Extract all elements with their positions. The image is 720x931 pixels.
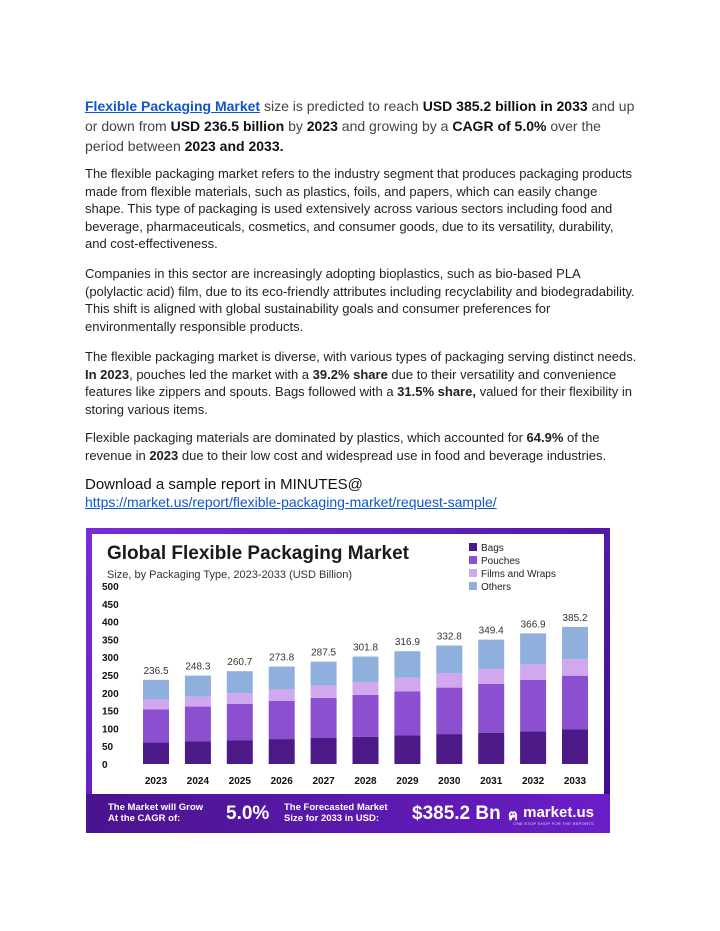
y-tick-label: 300 — [102, 653, 119, 665]
bar-segment-pouches — [353, 695, 379, 737]
forecast-label-line: Size for 2033 in USD: — [284, 813, 380, 824]
bar-total-label: 316.9 — [394, 637, 420, 649]
legend-label: Films and Wraps — [481, 569, 556, 580]
bar-segment-bags — [353, 737, 379, 764]
bar-segment-films-and-wraps — [227, 693, 253, 704]
bar-segment-others — [311, 662, 337, 686]
para4-bold: 39.2% share — [312, 366, 388, 382]
summary-footer — [86, 794, 610, 833]
bioplastics-paragraph: Companies in this sector are increasingly adopting bioplastics, such as bio-based PLA (polylactic acid) film, due to its eco-friendly attributes including recyclability and biodegradability. This shift is aligned with global sustainability goals and consumer preferences for environmentally responsible products. — [85, 266, 635, 334]
intro-bold: USD 385.2 billion in 2033 — [422, 98, 588, 114]
bar-segment-bags — [311, 738, 337, 764]
para5-text: due to their low cost and widespread use in food and beverage industries. — [178, 447, 607, 463]
intro-bold: 2023 — [306, 118, 338, 134]
bar-segment-bags — [562, 729, 588, 764]
bar-segment-pouches — [269, 701, 295, 739]
packaging-types-paragraph — [85, 348, 637, 418]
bar-segment-films-and-wraps — [520, 664, 546, 680]
bar-segment-others — [478, 640, 504, 669]
forecast-label-line: The Forecasted Market — [284, 802, 388, 813]
x-tick-label: 2025 — [228, 776, 251, 787]
bar-segment-pouches — [562, 676, 588, 730]
cagr-label-line: At the CAGR of: — [108, 813, 181, 824]
chart-title: Global Flexible Packaging Market — [107, 543, 409, 564]
bar-segment-pouches — [311, 698, 337, 738]
intro-bold: 2023 and 2033. — [184, 138, 284, 154]
intro-bold: USD 236.5 billion — [170, 118, 285, 134]
y-axis — [102, 582, 119, 771]
para4-bold: In 2023 — [85, 366, 130, 382]
forecast-label — [284, 802, 387, 824]
intro-text: by — [284, 118, 307, 134]
bar-total-label: 248.3 — [185, 661, 211, 673]
market-us-logo-icon: ฅ — [507, 807, 518, 824]
sample-report-link[interactable]: https://market.us/report/flexible-packaging-market/request-sample/ — [85, 494, 497, 510]
chart-panel — [92, 534, 604, 794]
bar-segment-pouches — [436, 688, 462, 734]
y-tick-label: 500 — [102, 582, 119, 593]
intro-bold: CAGR of 5.0% — [452, 118, 547, 134]
bar-total-label: 349.4 — [478, 625, 504, 637]
bar-segment-others — [185, 676, 211, 697]
bar-total-label: 301.8 — [352, 642, 379, 654]
para4-text: valued for their flexibility in storing various items. — [85, 384, 633, 417]
legend-label: Bags — [481, 543, 504, 554]
intro-text: size is predicted to reach — [260, 98, 423, 114]
bar-segment-bags — [436, 734, 462, 764]
x-axis — [145, 776, 587, 787]
bar-total-label: 260.7 — [227, 657, 253, 669]
stacked-bar-chart — [92, 534, 604, 794]
bars — [143, 613, 588, 764]
para4-text: The flexible packaging market is diverse, with various types of packaging serving distinct needs. — [85, 349, 637, 364]
cagr-label — [108, 802, 203, 824]
bar-segment-others — [143, 680, 169, 700]
x-tick-label: 2028 — [354, 776, 377, 787]
brand-name: market.us — [523, 804, 594, 821]
bar-total-label: 273.8 — [269, 652, 295, 664]
brand-tagline: ONE STOP SHOP FOR THE REPORTS — [513, 821, 594, 826]
legend-swatch — [469, 556, 477, 564]
bar-segment-films-and-wraps — [185, 697, 211, 707]
bar-segment-others — [269, 667, 295, 690]
y-tick-label: 100 — [102, 724, 119, 736]
legend-swatch — [469, 543, 477, 551]
bar-segment-bags — [143, 742, 169, 764]
bar-segment-pouches — [520, 680, 546, 731]
definition-paragraph: The flexible packaging market refers to the industry segment that produces packaging products made from flexible materials, such as plastics, foils, and papers, which can easily change shape. This type of packaging is used extensively across various sectors including food and beverage, pharmaceuticals, cosmetics, and consumer goods, due to its versatility, durability, and cost-effectiveness. — [85, 166, 633, 251]
y-tick-label: 350 — [102, 635, 119, 647]
cagr-value: 5.0% — [226, 803, 270, 824]
bar-segment-films-and-wraps — [394, 678, 420, 692]
bar-segment-pouches — [143, 709, 169, 742]
bar-segment-others — [227, 671, 253, 693]
bar-total-label: 332.8 — [436, 631, 462, 643]
intro-text: and growing by a — [337, 118, 453, 134]
x-tick-label: 2026 — [270, 776, 293, 787]
bar-segment-films-and-wraps — [436, 673, 462, 687]
y-tick-label: 50 — [102, 742, 114, 754]
legend-label: Pouches — [481, 556, 520, 567]
cagr-label-line: The Market will Grow — [108, 802, 204, 813]
x-tick-label: 2024 — [186, 776, 210, 787]
bar-segment-others — [353, 657, 379, 682]
chart-subtitle: Size, by Packaging Type, 2023-2033 (USD Billion) — [107, 569, 352, 581]
bar-segment-films-and-wraps — [269, 689, 295, 700]
bar-segment-others — [562, 627, 588, 659]
bar-segment-films-and-wraps — [478, 669, 504, 684]
bar-segment-films-and-wraps — [143, 700, 169, 710]
x-tick-label: 2033 — [563, 776, 587, 787]
bar-segment-pouches — [394, 691, 420, 735]
y-tick-label: 200 — [102, 688, 119, 700]
materials-paragraph — [85, 429, 637, 464]
bar-segment-films-and-wraps — [353, 682, 379, 695]
download-label: Download a sample report in MINUTES@ — [85, 476, 363, 493]
x-tick-label: 2031 — [480, 776, 503, 787]
bar-segment-bags — [394, 736, 420, 764]
forecast-value: $385.2 Bn — [412, 803, 501, 824]
para5-bold: 2023 — [149, 447, 179, 463]
y-tick-label: 250 — [102, 671, 119, 682]
bar-total-label: 385.2 — [562, 612, 588, 624]
bar-segment-bags — [520, 731, 546, 764]
bar-segment-bags — [185, 741, 211, 764]
bar-segment-others — [394, 651, 420, 678]
legend-swatch — [469, 582, 477, 590]
x-tick-label: 2023 — [144, 776, 168, 787]
y-tick-label: 150 — [102, 706, 119, 718]
bar-total-label: 287.5 — [311, 647, 337, 659]
para5-bold: 64.9% — [526, 430, 564, 445]
bar-segment-pouches — [478, 684, 504, 733]
bar-segment-pouches — [185, 707, 211, 742]
y-tick-label: 0 — [102, 760, 108, 771]
bar-segment-bags — [227, 740, 253, 764]
intro-text: over the period between — [85, 118, 601, 154]
market-infographic — [86, 528, 610, 833]
intro-text: and up or down from — [85, 98, 635, 134]
legend-swatch — [469, 569, 477, 577]
flexible-packaging-market-link[interactable]: Flexible Packaging Market — [85, 98, 261, 114]
bar-segment-others — [436, 646, 462, 674]
bar-total-label: 236.5 — [143, 665, 169, 677]
bar-segment-films-and-wraps — [311, 686, 337, 698]
x-tick-label: 2030 — [438, 776, 461, 787]
para4-bold: 31.5% share, — [397, 384, 476, 399]
para4-text: due to their versatility and convenience features like zippers and spouts. Bags followed with a — [85, 366, 617, 399]
intro-paragraph — [85, 96, 637, 156]
y-tick-label: 400 — [102, 617, 119, 629]
bar-segment-films-and-wraps — [562, 659, 588, 675]
x-tick-label: 2029 — [396, 776, 419, 787]
bar-segment-bags — [269, 739, 295, 764]
chart-legend — [469, 543, 556, 593]
x-tick-label: 2032 — [521, 776, 545, 787]
y-tick-label: 450 — [102, 599, 119, 611]
x-tick-label: 2027 — [312, 776, 335, 787]
bar-segment-bags — [478, 733, 504, 764]
bar-segment-pouches — [227, 704, 253, 740]
para4-text: , pouches led the market with a — [129, 366, 313, 382]
para5-text: of the revenue in — [85, 430, 600, 463]
bar-segment-others — [520, 633, 546, 664]
para5-text: Flexible packaging materials are dominated by plastics, which accounted for — [85, 430, 527, 445]
bar-total-label: 366.9 — [520, 619, 546, 631]
legend-label: Others — [481, 582, 512, 593]
